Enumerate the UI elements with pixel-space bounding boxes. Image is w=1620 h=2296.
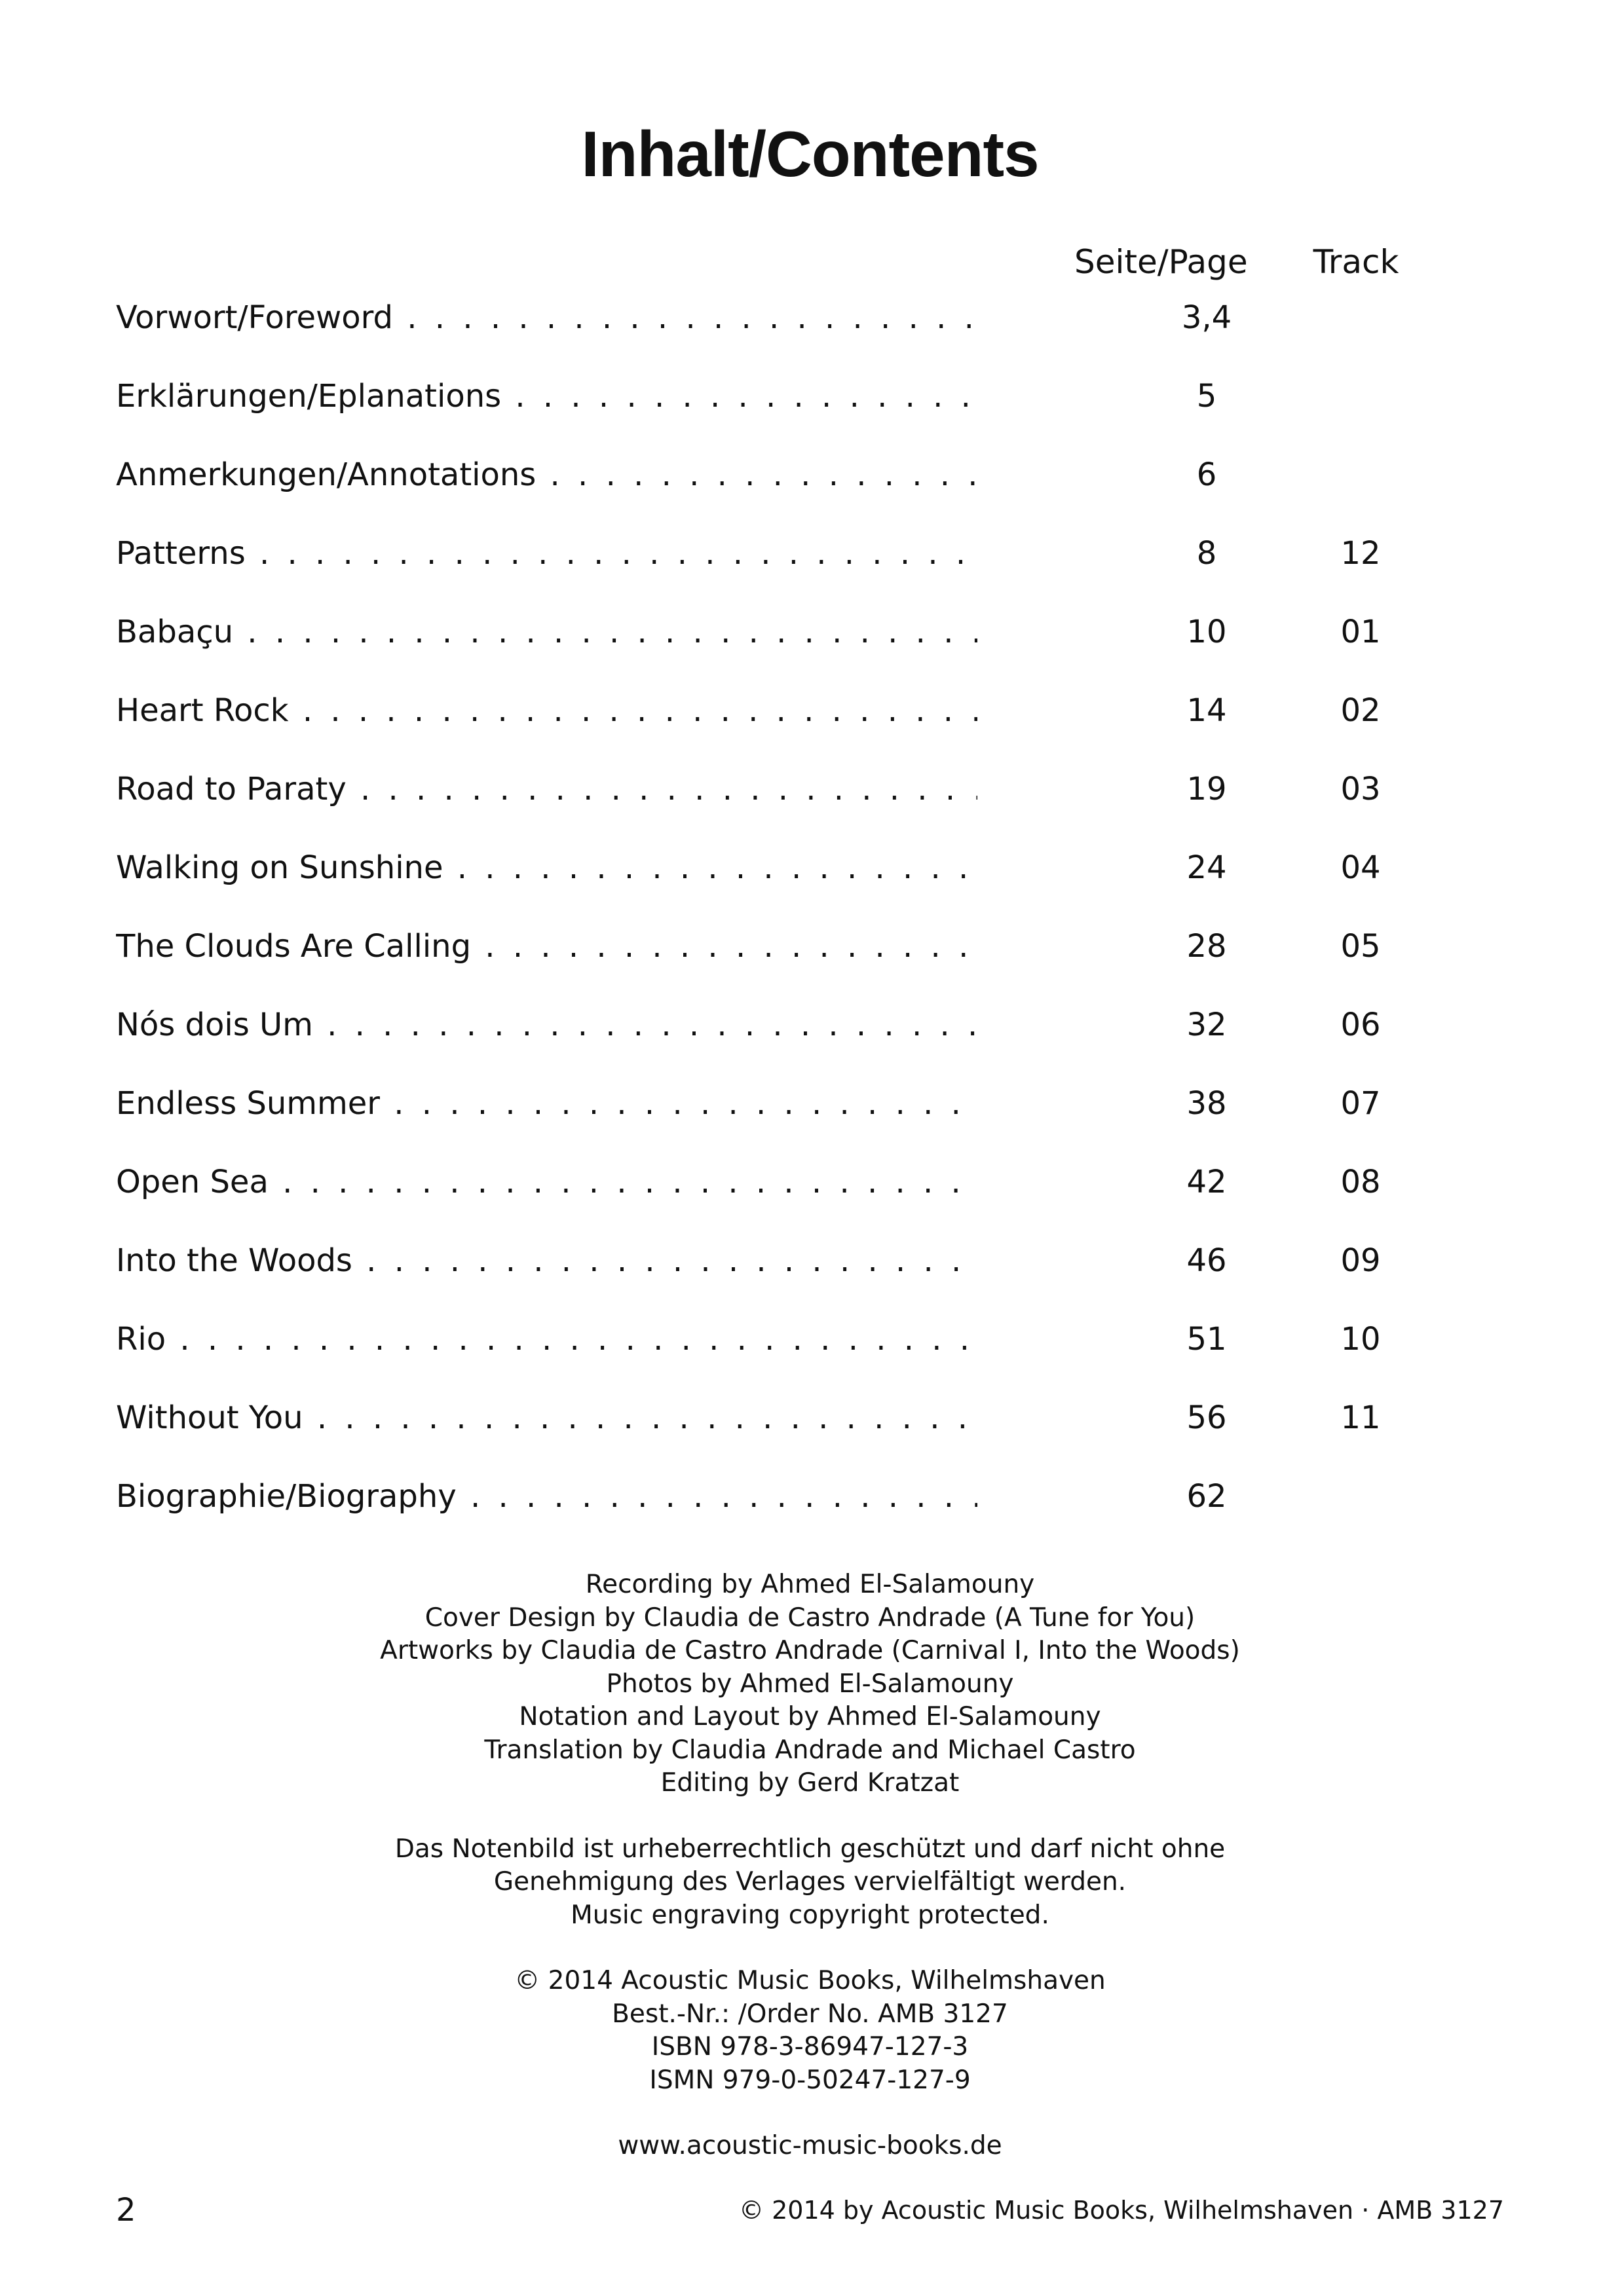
publisher-line: Best.-Nr.: /Order No. AMB 3127 xyxy=(612,1999,1008,2029)
toc-entry[interactable] xyxy=(116,920,1492,972)
footer-copyright: © 2014 by Acoustic Music Books, Wilhelmshaven · AMB 3127 xyxy=(739,2196,1504,2225)
toc-entry[interactable] xyxy=(116,1156,1492,1208)
toc-entry[interactable] xyxy=(116,370,1492,422)
toc-entry-track: 06 xyxy=(1340,1007,1381,1043)
credit-line: Artworks by Claudia de Castro Andrade (Carnival I, Into the Woods) xyxy=(380,1636,1240,1665)
toc-entry-track: 03 xyxy=(1340,771,1381,807)
toc-entry-page: 51 xyxy=(1186,1321,1227,1358)
toc-entry[interactable] xyxy=(116,1077,1492,1130)
toc-entry[interactable] xyxy=(116,291,1492,344)
toc-entry-page: 19 xyxy=(1186,771,1227,807)
toc-entry-title: Into the Woods . . . xyxy=(116,1234,977,1287)
page-number: 2 xyxy=(116,2192,136,2229)
toc-entry-track: 07 xyxy=(1340,1085,1381,1122)
toc-entry-page: 5 xyxy=(1196,378,1217,415)
toc-entry[interactable] xyxy=(116,527,1492,580)
toc-entry-title: Open Sea . . . xyxy=(116,1156,977,1208)
toc-entry[interactable] xyxy=(116,606,1492,658)
toc-entry-title: Patterns . . . xyxy=(116,527,977,580)
credit-line: Recording by Ahmed El-Salamouny xyxy=(585,1570,1035,1599)
toc-entry-track: 11 xyxy=(1340,1399,1381,1436)
toc-entry-page: 56 xyxy=(1186,1399,1227,1436)
toc-entry-title: Erklärungen/Eplanations . . . xyxy=(116,370,977,422)
toc-entry-page: 46 xyxy=(1186,1242,1227,1279)
toc-entry[interactable] xyxy=(116,842,1492,894)
toc-entry[interactable] xyxy=(116,763,1492,815)
toc-entry[interactable] xyxy=(116,1392,1492,1444)
production-credits xyxy=(0,1568,1620,1800)
publisher-line: ISMN 979-0-50247-127-9 xyxy=(649,2065,971,2095)
toc-entry-page: 24 xyxy=(1186,849,1227,886)
toc-entry-title: Vorwort/Foreword . . . xyxy=(116,291,977,344)
toc-entry-title: Without You . . . xyxy=(116,1392,977,1444)
notice-line: Das Notenbild ist urheberrechtlich geschützt und darf nicht ohne xyxy=(394,1834,1226,1864)
toc-entry-page: 38 xyxy=(1186,1085,1227,1122)
toc-entry-page: 32 xyxy=(1186,1007,1227,1043)
toc-entry-page: 42 xyxy=(1186,1164,1227,1200)
toc-entry-page: 62 xyxy=(1186,1478,1227,1515)
credit-line: Photos by Ahmed El-Salamouny xyxy=(606,1669,1014,1699)
toc-entry-title: Endless Summer . . . xyxy=(116,1077,977,1130)
toc-entry-title: Rio . . . xyxy=(116,1313,977,1365)
publisher-line: © 2014 Acoustic Music Books, Wilhelmshaven xyxy=(514,1966,1106,1995)
toc-entry-title: Biographie/Biography . . . xyxy=(116,1470,977,1523)
credit-line: Notation and Layout by Ahmed El-Salamouny xyxy=(519,1702,1101,1731)
toc-entry-title: Road to Paraty . . . xyxy=(116,763,977,815)
publisher-line: ISBN 978-3-86947-127-3 xyxy=(651,2032,969,2062)
publisher-info xyxy=(0,1965,1620,2097)
credit-line: Cover Design by Claudia de Castro Andrade (A Tune for You) xyxy=(424,1602,1196,1633)
toc-entry-page: 3,4 xyxy=(1181,299,1232,336)
notice-line: Music engraving copyright protected. xyxy=(571,1900,1049,1930)
toc-entry-page: 10 xyxy=(1186,614,1227,650)
credit-line: Translation by Claudia Andrade and Michael Castro xyxy=(484,1735,1136,1765)
toc-entry-title: Walking on Sunshine . . . xyxy=(116,842,977,894)
toc-entry[interactable] xyxy=(116,1234,1492,1287)
toc-entry-track: 08 xyxy=(1340,1164,1381,1200)
toc-entry-page: 6 xyxy=(1196,456,1217,493)
page-title: Inhalt/Contents xyxy=(581,118,1039,190)
toc-entry[interactable] xyxy=(116,684,1492,737)
toc-entry-title: Heart Rock . . . xyxy=(116,684,977,737)
toc-entry-track: 01 xyxy=(1340,614,1381,650)
toc-entry-track: 04 xyxy=(1340,849,1381,886)
toc-entry-title: Nós dois Um . . . xyxy=(116,999,977,1051)
toc-entry[interactable] xyxy=(116,1470,1492,1523)
column-header-page: Seite/Page xyxy=(1074,243,1248,281)
toc-entry-title: Babaçu . . . xyxy=(116,606,977,658)
toc-entry-track: 12 xyxy=(1340,535,1381,572)
copyright-notice xyxy=(0,1833,1620,1933)
column-header-track: Track xyxy=(1313,243,1399,281)
notice-line: Genehmigung des Verlages vervielfältigt werden. xyxy=(493,1867,1127,1897)
toc-entry[interactable] xyxy=(116,449,1492,501)
toc-entry-track: 05 xyxy=(1340,928,1381,965)
credit-line: Editing by Gerd Kratzat xyxy=(660,1768,960,1798)
toc-entry[interactable] xyxy=(116,1313,1492,1365)
toc-entry-track: 10 xyxy=(1340,1321,1381,1358)
toc-entry-track: 09 xyxy=(1340,1242,1381,1279)
website-link[interactable]: www.acoustic-music-books.de xyxy=(618,2131,1002,2160)
toc-entry-title: Anmerkungen/Annotations . . . xyxy=(116,449,977,501)
toc-entry[interactable] xyxy=(116,999,1492,1051)
toc-entry-page: 14 xyxy=(1186,692,1227,729)
toc-entry-track: 02 xyxy=(1340,692,1381,729)
toc-entry-page: 28 xyxy=(1186,928,1227,965)
credits-section xyxy=(0,1568,1620,2130)
toc-entry-title: The Clouds Are Calling . . . xyxy=(116,920,977,972)
toc-entry-page: 8 xyxy=(1196,535,1217,572)
